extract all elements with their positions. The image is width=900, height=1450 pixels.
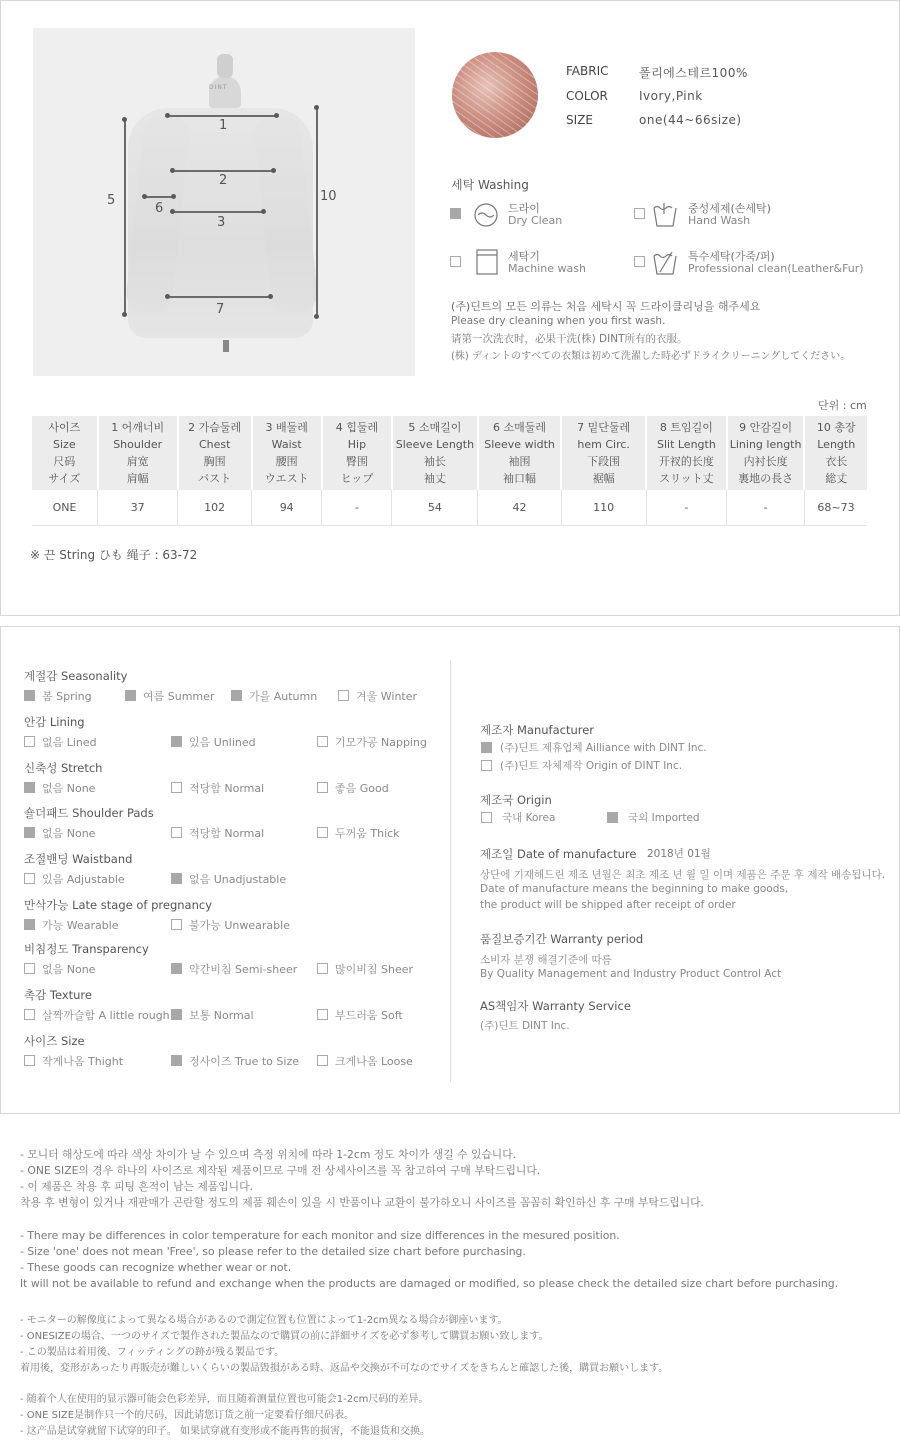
- attribute-checkbox: [24, 690, 35, 701]
- string-note: ※ 끈 String ひも 绳子 : 63-72: [30, 548, 198, 562]
- notice-line-ko: - 모니터 해상도에 따라 색상 차이가 날 수 있으며 측정 위치에 따라 1-2cm 정도 차이가 생길 수 있습니다.: [20, 1148, 517, 1161]
- mannequin-stand: [223, 340, 229, 352]
- size-header-line: スリット丈: [659, 472, 714, 485]
- size-header-line: Length: [817, 438, 856, 451]
- size-cell-2: 102: [178, 490, 252, 525]
- attribute-checkbox: [171, 782, 182, 793]
- size-header-9: [727, 416, 805, 490]
- measure-line-length: [316, 107, 318, 317]
- attribute-option-label: 살짝까슬함 A little rough: [42, 1009, 170, 1022]
- attribute-option-label: 두꺼움 Thick: [335, 827, 400, 840]
- attribute-title: 촉감 Texture: [24, 988, 92, 1002]
- size-cell-10: 68~73: [804, 490, 867, 525]
- measure-line-shoulder: [167, 115, 277, 117]
- machine-wash-icon: [474, 248, 500, 276]
- attribute-option-label: 겨울 Winter: [356, 690, 418, 703]
- notice-line-zh: - 随着个人在使用的显示器可能会色彩差异，而且随着测量位置也可能会1-2cm尺码的差异。: [20, 1394, 429, 1405]
- info-checkbox: [481, 760, 492, 771]
- attribute-option-label: 봄 Spring: [42, 690, 92, 703]
- attribute-title: 숄더패드 Shoulder Pads: [24, 806, 154, 820]
- attribute-checkbox: [171, 827, 182, 838]
- attribute-checkbox: [231, 690, 242, 701]
- attribute-option-label: 적당함 Normal: [189, 827, 265, 840]
- measure-number-5: 5: [107, 193, 116, 208]
- size-header-line: Shoulder: [113, 438, 163, 451]
- attribute-option-label: 작게나옴 Thight: [42, 1055, 124, 1068]
- size-header-line: ヒップ: [340, 472, 374, 485]
- attribute-checkbox: [24, 827, 35, 838]
- attribute-checkbox: [171, 873, 182, 884]
- size-header-line: 袖围: [508, 455, 531, 468]
- attribute-title: 만삭가능 Late stage of pregnancy: [24, 898, 213, 912]
- notice-line-ko: - 이 제품은 착용 후 피팅 흔적이 남는 제품입니다.: [20, 1180, 253, 1193]
- attribute-checkbox: [317, 782, 328, 793]
- size-header-line: Slit Length: [656, 438, 716, 451]
- warranty-period-title: 품질보증기간 Warranty period: [480, 932, 644, 946]
- size-header-10: [804, 416, 867, 490]
- size-header-line: 7 밑단둘레: [577, 421, 631, 434]
- size-header-1: [98, 416, 178, 490]
- attribute-option-label: 불가능 Unwearable: [189, 919, 290, 932]
- attribute-checkbox: [317, 827, 328, 838]
- dry-clean-ko: 드라이: [508, 202, 540, 215]
- attribute-checkbox: [317, 1009, 328, 1020]
- notice-line-en: It will not be available to refund and exchange when the products are damaged or modified, so please check the detailed size chart before purchasing.: [20, 1277, 839, 1290]
- size-cell-7: 110: [561, 490, 646, 525]
- size-header-line: 腰围: [275, 455, 298, 468]
- professional-clean-icon: [652, 248, 678, 276]
- notice-line-en: - There may be differences in color temperature for each monitor and size differences in the mesured position.: [20, 1229, 620, 1242]
- hand-wash-checkbox: [634, 208, 645, 219]
- size-cell-9: -: [727, 490, 805, 525]
- color-label: COLOR: [566, 89, 608, 103]
- manufacture-date-line: the product will be shipped after receipt of order: [480, 899, 736, 911]
- size-cell-5: 54: [392, 490, 478, 525]
- size-cell-1: 37: [98, 490, 178, 525]
- size-header-line: 衣长: [825, 455, 848, 468]
- size-header-line: 肩幅: [126, 472, 149, 485]
- washing-title: 세탁 Washing: [451, 178, 529, 192]
- attribute-option-label: 없음 None: [42, 782, 96, 795]
- attribute-title: 안감 Lining: [24, 715, 85, 729]
- attribute-option-label: 보통 Normal: [189, 1009, 254, 1022]
- size-header-line: 内衬长度: [743, 455, 788, 468]
- size-header-line: 袖丈: [423, 472, 446, 485]
- attribute-option-label: 약간비침 Semi-sheer: [189, 963, 298, 976]
- measure-line-chest: [172, 170, 274, 172]
- hand-wash-en: Hand Wash: [688, 214, 751, 227]
- size-header-line: 1 어깨너비: [111, 421, 165, 434]
- size-header-line: 肩宽: [126, 455, 149, 468]
- manufacture-date-title: 제조일 Date of manufacture: [480, 847, 637, 861]
- attribute-title: 비침정도 Transparency: [24, 942, 149, 956]
- size-value: one(44~66size): [639, 113, 742, 127]
- size-header-line: 下段围: [587, 455, 621, 468]
- attribute-checkbox: [317, 736, 328, 747]
- size-header-3: [252, 416, 322, 490]
- size-header-line: Waist: [271, 438, 302, 451]
- product-photo: [33, 28, 415, 376]
- attribute-checkbox: [171, 919, 182, 930]
- attribute-option-label: 부드러움 Soft: [335, 1009, 403, 1022]
- attribute-option-label: 정사이즈 True to Size: [189, 1055, 299, 1068]
- attribute-checkbox: [317, 963, 328, 974]
- warranty-service-title: AS책임자 Warranty Service: [480, 999, 631, 1013]
- attribute-title: 신축성 Stretch: [24, 761, 103, 775]
- notice-line-ko: - ONE SIZE의 경우 하나의 사이즈로 제작된 제품이므로 구매 전 상세사이즈를 꼭 참고하여 구매 부탁드립니다.: [20, 1164, 541, 1177]
- size-header-5: [392, 416, 478, 490]
- size-header-line: サイズ: [48, 472, 81, 485]
- mannequin-head: [217, 54, 233, 78]
- size-header-line: Chest: [198, 438, 231, 451]
- attribute-option-label: 가을 Autumn: [249, 690, 318, 703]
- origin-option: 국외 Imported: [628, 812, 700, 824]
- size-header-line: 8 트임길이: [659, 421, 713, 434]
- attribute-option-label: 적당함 Normal: [189, 782, 265, 795]
- manufacture-date-line: Date of manufacture means the beginning to make goods,: [480, 883, 789, 895]
- size-header-line: 6 소매둘레: [493, 421, 547, 434]
- attribute-option-label: 기모가공 Napping: [335, 736, 427, 749]
- attribute-option-label: 없음 Unadjustable: [189, 873, 287, 886]
- size-header-line: 裏地の長さ: [738, 472, 794, 485]
- notice-line-en: - These goods can recognize whether wear or not.: [20, 1261, 292, 1274]
- size-header-line: 袖口幅: [503, 472, 537, 485]
- size-cell-4: -: [322, 490, 392, 525]
- fabric-swatch: [452, 52, 538, 138]
- attribute-checkbox: [171, 736, 182, 747]
- measure-line-waist: [172, 211, 264, 213]
- attribute-option-label: 크게나옴 Loose: [335, 1055, 413, 1068]
- size-header-line: 総丈: [825, 472, 848, 485]
- size-header-line: 胸围: [203, 455, 226, 468]
- size-header-8: [646, 416, 727, 490]
- machine-wash-ko: 세탁기: [508, 250, 540, 263]
- notice-line-zh: - 这产品是试穿就留下试穿的印子。 如果试穿就有变形或不能再售的损害，不能退货和交换。: [20, 1426, 430, 1437]
- size-header-4: [322, 416, 392, 490]
- attribute-checkbox: [171, 963, 182, 974]
- origin-title: 제조국 Origin: [480, 793, 552, 807]
- measure-line-sleeve-length: [124, 119, 126, 315]
- warranty-period-line: By Quality Management and Industry Product Control Act: [480, 968, 782, 980]
- wash-note-ko: (주)딘트의 모든 의류는 처음 세탁시 꼭 드라이클리닝을 해주세요: [451, 300, 761, 313]
- professional-clean-ko: 특수세탁(가죽/퍼): [688, 250, 775, 263]
- size-header-line: ウエスト: [264, 472, 309, 485]
- attribute-title: 계절감 Seasonality: [24, 669, 128, 683]
- measure-line-sleeve-width: [144, 196, 174, 198]
- size-header-2: [178, 416, 252, 490]
- size-header-line: バスト: [198, 472, 232, 485]
- wash-note-en: Please dry cleaning when you first wash.: [451, 315, 666, 327]
- size-header-line: Size: [53, 438, 76, 451]
- manufacturer-option: (주)딘트 자체제작 Origin of DINT Inc.: [500, 760, 683, 772]
- size-header-line: 4 힙둘레: [335, 421, 379, 434]
- attribute-option-label: 없음 None: [42, 827, 96, 840]
- notice-line-ja: 着用後，変形があったり再販売が難しいくらいの製品毀損がある時、返品や交換が不可なのでサイズをきちんと確認した後，購買お願いします。: [20, 1363, 669, 1374]
- size-header-line: Sleeve Length: [395, 438, 475, 451]
- size-cell-3: 94: [252, 490, 322, 525]
- attribute-option-label: 있음 Unlined: [189, 736, 256, 749]
- size-header-line: Lining length: [729, 438, 802, 451]
- attribute-title: 조절밴딩 Waistband: [24, 852, 133, 866]
- info-checkbox: [481, 742, 492, 753]
- size-header-0: [32, 416, 98, 490]
- size-table: [32, 416, 867, 526]
- fabric-label: FABRIC: [566, 64, 609, 78]
- size-header-line: Hip: [347, 438, 367, 451]
- notice-line-en: - Size 'one' does not mean 'Free', so please refer to the detailed size chart before purchasing.: [20, 1245, 526, 1258]
- machine-wash-en: Machine wash: [508, 262, 586, 275]
- attribute-checkbox: [338, 690, 349, 701]
- size-header-6: [478, 416, 561, 490]
- professional-clean-checkbox: [634, 256, 645, 267]
- info-checkbox: [481, 812, 492, 823]
- dry-clean-en: Dry Clean: [508, 214, 563, 227]
- attribute-option-label: 있음 Adjustable: [42, 873, 125, 886]
- wash-note-zh: 请第一次洗衣时，必果干洗(株) DINT所有的衣服。: [451, 333, 688, 345]
- attribute-checkbox: [24, 963, 35, 974]
- attribute-checkbox: [171, 1009, 182, 1020]
- attribute-option-label: 많이비침 Sheer: [335, 963, 414, 976]
- mannequin-label: DINT: [209, 84, 228, 91]
- notice-line-ko: 착용 후 변형이 있거나 재판매가 곤란할 정도의 제품 훼손이 있을 시 반품이나 교환이 불가하오니 사이즈를 꼼꼼히 확인하신 후 구매 부탁드립니다.: [20, 1196, 704, 1209]
- attribute-checkbox: [24, 1009, 35, 1020]
- attribute-checkbox: [317, 1055, 328, 1066]
- size-header-line: Sleeve width: [484, 438, 555, 451]
- notice-line-ja: - モニターの解像度によって異なる場合があるので測定位置も位置によって1-2cm異なる場合が御座います。: [20, 1315, 508, 1326]
- column-divider: [450, 660, 451, 1082]
- warranty-period-line: 소비자 분쟁 해결기준에 따름: [480, 954, 612, 966]
- attribute-option-label: 좋음 Good: [335, 782, 389, 795]
- attribute-checkbox: [125, 690, 136, 701]
- attribute-option-label: 없음 None: [42, 963, 96, 976]
- size-header-line: 9 안감길이: [739, 421, 793, 434]
- size-label: SIZE: [566, 113, 593, 127]
- machine-wash-checkbox: [450, 256, 461, 267]
- size-header-line: 尺码: [53, 455, 76, 468]
- notice-line-ja: - ONESIZEの場合、一つのサイズで製作された製品なので購買の前に詳細サイズを必ず参考して購買お願い致します。: [20, 1331, 549, 1342]
- unit-label: 단위 : cm: [818, 399, 867, 412]
- attribute-option-label: 가능 Wearable: [42, 919, 119, 932]
- manufacturer-title: 제조자 Manufacturer: [480, 723, 595, 737]
- measure-number-3: 3: [217, 215, 226, 230]
- manufacture-date-value: 2018년 01월: [647, 848, 711, 860]
- size-header-line: 5 소매길이: [408, 421, 462, 434]
- size-header-line: hem Circ.: [577, 438, 630, 451]
- size-table-header: [32, 416, 867, 490]
- notice-line-zh: - ONE SIZE是制作只一个的尺码，因此请您订货之前一定要看仔细尺码表。: [20, 1410, 355, 1421]
- size-header-line: 开衩的长度: [658, 455, 714, 468]
- measure-number-10: 10: [320, 189, 337, 204]
- professional-clean-en: Professional clean(Leather&Fur): [688, 262, 864, 275]
- notice-line-ja: - この製品は着用後、フィッティングの跡が残る製品です。: [20, 1347, 285, 1358]
- warranty-service-line: (주)딘트 DINT Inc.: [480, 1020, 570, 1032]
- attribute-checkbox: [24, 782, 35, 793]
- attribute-checkbox: [24, 873, 35, 884]
- measure-number-6: 6: [155, 201, 164, 216]
- size-header-line: 臀围: [345, 455, 368, 468]
- attribute-checkbox: [24, 919, 35, 930]
- measure-number-7: 7: [216, 302, 225, 317]
- measure-number-1: 1: [219, 118, 228, 133]
- size-header-line: 3 배둘레: [265, 421, 308, 434]
- size-header-line: 사이즈: [48, 421, 81, 434]
- hand-wash-ko: 중성세제(손세탁): [688, 202, 771, 215]
- size-cell-6: 42: [478, 490, 561, 525]
- attribute-title: 사이즈 Size: [24, 1034, 85, 1048]
- manufacture-date-line: 상단에 기재해드린 제조 년월은 최초 제조 년 월 일 이며 제품은 주문 후 제작 배송됩니다.: [480, 869, 886, 881]
- table-row: [32, 490, 867, 525]
- attribute-checkbox: [24, 1055, 35, 1066]
- size-header-line: 裾幅: [592, 472, 615, 485]
- size-cell-0: ONE: [32, 490, 98, 525]
- color-value: Ivory,Pink: [639, 89, 703, 103]
- mannequin-neck: [209, 76, 241, 108]
- measure-line-hem: [167, 296, 271, 298]
- size-cell-8: -: [646, 490, 727, 525]
- size-header-line: 袖长: [423, 455, 446, 468]
- dry-clean-checkbox: [450, 208, 461, 219]
- attribute-option-label: 없음 Lined: [42, 736, 97, 749]
- manufacturer-option: (주)딘트 제휴업체 Ailliance with DINT Inc.: [500, 742, 707, 754]
- origin-option: 국내 Korea: [502, 812, 556, 824]
- size-header-7: [561, 416, 646, 490]
- hand-wash-icon: [652, 200, 678, 228]
- attribute-checkbox: [171, 1055, 182, 1066]
- fabric-value: 폴리에스테르100%: [639, 66, 748, 80]
- attribute-option-label: 여름 Summer: [143, 690, 215, 703]
- size-header-line: 10 총장: [816, 421, 856, 434]
- measure-number-2: 2: [219, 173, 228, 188]
- size-header-line: 2 가슴둘레: [188, 421, 242, 434]
- attribute-checkbox: [24, 736, 35, 747]
- wash-note-ja: (株) ディントのすべての衣類は初めて洗濯した時必ずドライクリーニングしてください。: [451, 351, 851, 362]
- info-checkbox: [607, 812, 618, 823]
- dry-clean-icon: [473, 201, 499, 229]
